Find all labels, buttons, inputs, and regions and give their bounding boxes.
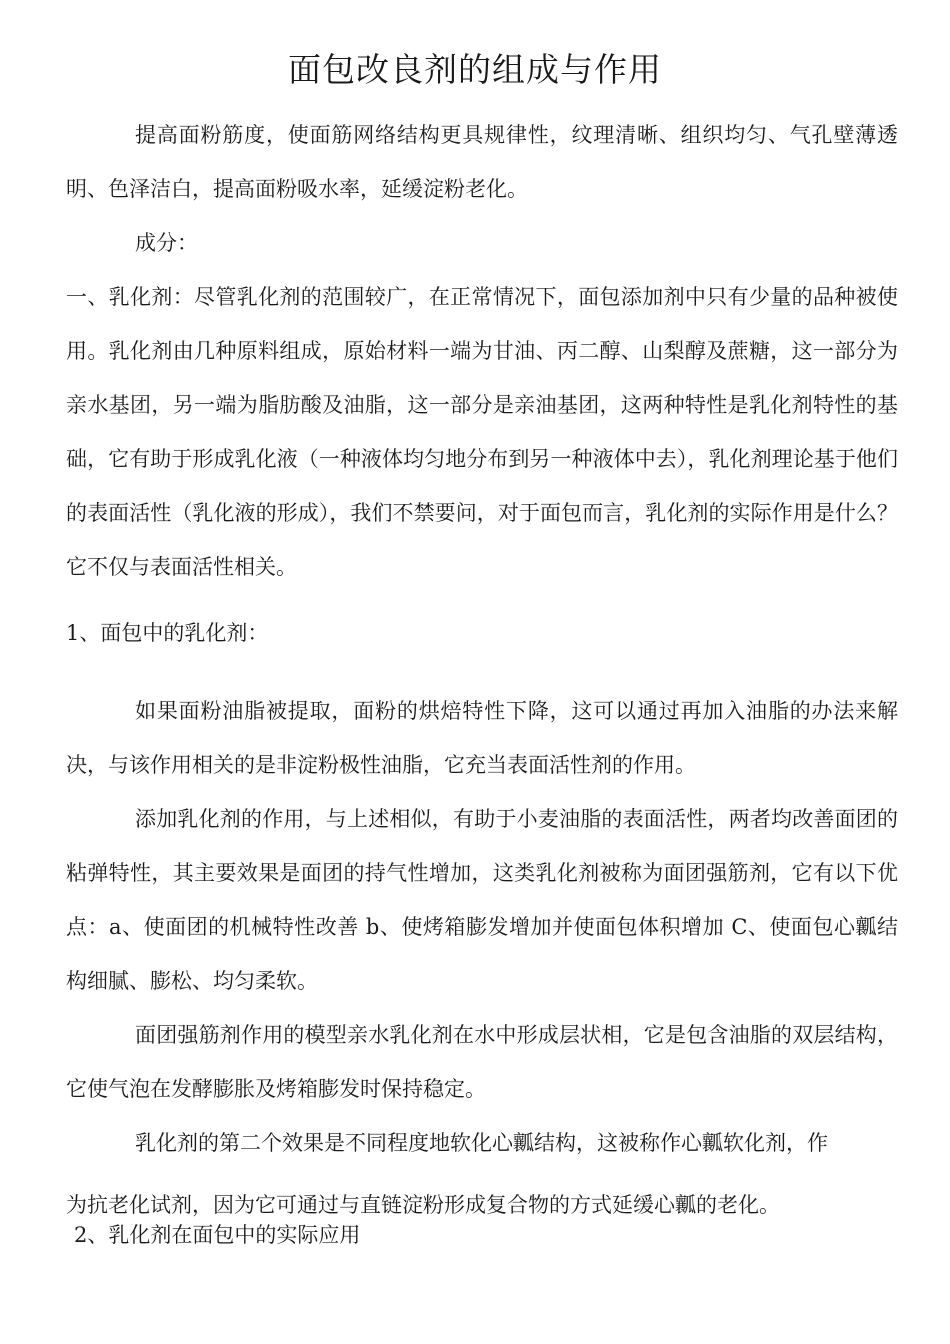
components-label: 成分： xyxy=(135,231,198,255)
paragraph-dough-strengthener: 添加乳化剂的作用，与上述相似，有助于小麦油脂的表面活性，两者均改善面团的粘弹特性，其主要效果是面团的持气性增加，这类乳化剂被称为面团强筋剂，它有以下优点：a、使面团的机械特性改善 b、使烤箱膨发增加并使面包体积增加 C、使面包心瓤结构细腻、膨松、均匀柔软。 xyxy=(66,807,898,993)
paragraph-flour-lipids: 如果面粉油脂被提取，面粉的烘焙特性下降，这可以通过再加入油脂的办法来解决，与该作用相关的是非淀粉极性油脂，它充当表面活性剂的作用。 xyxy=(66,699,898,777)
paragraph-lamellar-phase: 面团强筋剂作用的模型亲水乳化剂在水中形成层状相，它是包含油脂的双层结构，它使气泡在发酵膨胀及烤箱膨发时保持稳定。 xyxy=(66,1023,898,1101)
paragraph-crumb-softener-line1: 乳化剂的第二个效果是不同程度地软化心瓤结构，这被称作心瓤软化剂，作 xyxy=(135,1131,828,1155)
paragraph-crumb-softener-line2: 为抗老化试剂，因为它可通过与直链淀粉形成复合物的方式延缓心瓤的老化。 xyxy=(66,1193,780,1217)
subheading-practical-application: 2、乳化剂在面包中的实际应用 xyxy=(74,1223,361,1247)
subheading-emulsifier-in-bread: 1、面包中的乳化剂： xyxy=(66,621,269,645)
section-emulsifier-paragraph: 一、乳化剂：尽管乳化剂的范围较广，在正常情况下，面包添加剂中只有少量的品种被使用。乳化剂由几种原料组成，原始材料一端为甘油、丙二醇、山梨醇及蔗糖，这一部分为亲水基团，另一端为脂肪酸及油脂，这一部分是亲油基团，这两种特性是乳化剂特性的基础，它有助于形成乳化液（一种液体均匀地分布到另一种液体中去），乳化剂理论基于他们的表面活性（乳化液的形成），我们不禁要问，对于面包而言，乳化剂的实际作用是什么？它不仅与表面活性相关。 xyxy=(66,285,898,579)
intro-paragraph: 提高面粉筋度，使面筋网络结构更具规律性，纹理清晰、组织均匀、气孔壁薄透明、色泽洁白，提高面粉吸水率，延缓淀粉老化。 xyxy=(66,123,898,201)
document-title: 面包改良剂的组成与作用 xyxy=(288,50,662,89)
